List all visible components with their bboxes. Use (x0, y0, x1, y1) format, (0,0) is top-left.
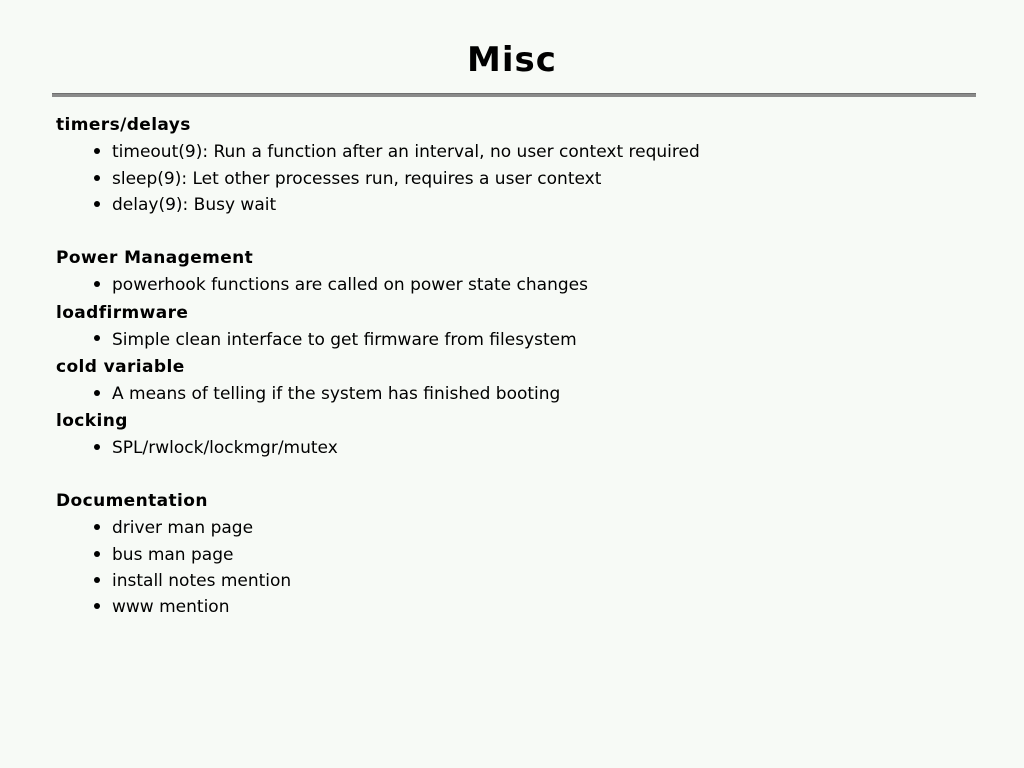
bullet-dot-icon (94, 201, 100, 207)
bullet-dot-icon (94, 390, 100, 396)
list-item-label: driver man page (112, 518, 254, 539)
list-item (94, 192, 976, 218)
list-item-label: delay(9): Busy wait (112, 195, 277, 216)
section-heading: loadfirmware (56, 302, 189, 323)
section-cold-variable (56, 353, 976, 407)
list-item-label: Simple clean interface to get firmware from filesystem (112, 329, 577, 350)
bullet-dot-icon (94, 444, 100, 450)
list-item-label: A means of telling if the system has finished booting (112, 383, 561, 404)
section-heading: Documentation (56, 491, 208, 512)
list-item (94, 166, 976, 192)
slide-content (0, 97, 1024, 620)
bullet-list (56, 381, 976, 407)
section-heading: locking (56, 411, 128, 432)
list-item (94, 435, 976, 461)
bullet-list (56, 272, 976, 298)
bullet-dot-icon (94, 335, 100, 341)
section-heading: timers/delays (56, 115, 191, 136)
list-item-label: SPL/rwlock/lockmgr/mutex (112, 438, 338, 459)
page-title: Misc (467, 40, 557, 80)
section-loadfirmware (56, 299, 976, 353)
bullet-dot-icon (94, 524, 100, 530)
bullet-list (56, 327, 976, 353)
list-item (94, 272, 976, 298)
section-heading: Power Management (56, 248, 254, 269)
list-item (94, 327, 976, 353)
bullet-list (56, 139, 976, 218)
section-heading: cold variable (56, 356, 185, 377)
section-documentation (56, 487, 976, 620)
list-item-label: powerhook functions are called on power state changes (112, 275, 588, 296)
section-timers-delays (56, 111, 976, 218)
list-item-label: www mention (112, 597, 230, 618)
bullet-list (56, 435, 976, 461)
spacer (56, 218, 976, 244)
list-item-label: sleep(9): Let other processes run, requires a user context (112, 168, 602, 189)
section-locking (56, 407, 976, 461)
list-item-label: bus man page (112, 544, 234, 565)
bullet-dot-icon (94, 551, 100, 557)
list-item (94, 542, 976, 568)
list-item (94, 568, 976, 594)
section-power-management (56, 244, 976, 298)
bullet-dot-icon (94, 175, 100, 181)
list-item (94, 515, 976, 541)
bullet-dot-icon (94, 577, 100, 583)
list-item (94, 594, 976, 620)
list-item (94, 139, 976, 165)
bullet-dot-icon (94, 281, 100, 287)
bullet-list (56, 515, 976, 620)
bullet-dot-icon (94, 148, 100, 154)
spacer (56, 461, 976, 487)
list-item (94, 381, 976, 407)
bullet-dot-icon (94, 603, 100, 609)
list-item-label: timeout(9): Run a function after an interval, no user context required (112, 142, 700, 163)
list-item-label: install notes mention (112, 571, 292, 592)
